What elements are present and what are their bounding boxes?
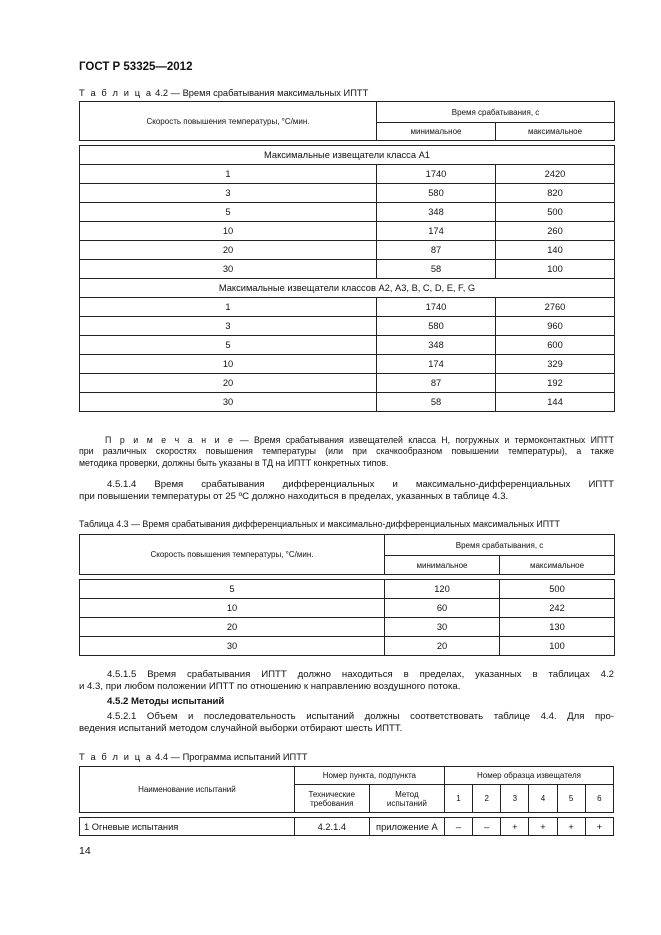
column-header-max: максимальное: [496, 123, 615, 141]
column-header-tech: [294, 785, 369, 813]
sample-number: 4: [529, 785, 557, 813]
header-line: требования: [310, 798, 354, 808]
table-cell: 5: [80, 203, 377, 222]
method-clause: приложение А: [369, 818, 444, 836]
column-header-max: максимальное: [500, 556, 615, 575]
table-cell: 130: [500, 618, 615, 637]
group-title: Максимальные извещатели классов А2, А3, В, С, D, E, F, G: [80, 279, 615, 298]
sample-mark: –: [473, 818, 501, 836]
table-cell: 3: [80, 184, 377, 203]
table-cell: 1: [80, 165, 377, 184]
tech-clause: 4.2.1.4: [294, 818, 369, 836]
table-note: [79, 435, 614, 469]
paragraph-text: 4.5.1.5 Время срабатывания ИПТТ должно находиться в пределах, указанных в таблицах 4.2: [107, 669, 614, 680]
sample-number: 6: [585, 785, 613, 813]
table-cell: 192: [496, 374, 615, 393]
table-cell: 329: [496, 355, 615, 374]
table-4-3: [79, 534, 615, 656]
table-cell: 120: [385, 580, 500, 599]
column-header-min: минимальное: [385, 556, 500, 575]
table-cell: 10: [80, 222, 377, 241]
table-cell: 20: [80, 374, 377, 393]
table-cell: 600: [496, 336, 615, 355]
table-cell: 1740: [377, 165, 496, 184]
sample-mark: +: [529, 818, 557, 836]
sample-number: 1: [444, 785, 472, 813]
table-cell: 20: [80, 618, 385, 637]
table-caption-text: 4.4 — Программа испытаний ИПТТ: [152, 752, 308, 762]
table-cell: 30: [385, 618, 500, 637]
table-cell: 60: [385, 599, 500, 618]
sample-mark: +: [557, 818, 585, 836]
table-4-4: [79, 766, 614, 836]
table-cell: 2420: [496, 165, 615, 184]
test-name: 1 Огневые испытания: [80, 818, 295, 836]
table-cell: 87: [377, 241, 496, 260]
table-cell: 348: [377, 203, 496, 222]
table-cell: 20: [80, 241, 377, 260]
column-header-time: Время срабатывания, с: [377, 102, 615, 123]
column-header-time: Время срабатывания, с: [385, 535, 615, 556]
page-header: ГОСТ Р 53325—2012: [79, 61, 193, 73]
table-cell: 174: [377, 222, 496, 241]
paragraph-text: при повышении температуры от 25 ºС должно находиться в пределах, указанных в таблице 4.3.: [79, 491, 509, 503]
table-cell: 140: [496, 241, 615, 260]
column-header-samples: Номер образца извещателя: [444, 767, 613, 785]
page-number: 14: [79, 845, 91, 857]
note-text: методика проверки, должны быть указаны в ТД на ИПТТ конкретных типов.: [79, 457, 389, 468]
sample-mark: –: [444, 818, 472, 836]
group-title: Максимальные извещатели класса А1: [80, 146, 615, 165]
table-cell: 3: [80, 317, 377, 336]
table-caption-prefix: Т а б л и ц а: [79, 752, 153, 762]
column-header-min: минимальное: [377, 123, 496, 141]
column-header-rate: Скорость повышения температуры, °С/мин.: [80, 102, 377, 141]
table-cell: 960: [496, 317, 615, 336]
paragraph-4-5-1-4: [79, 479, 614, 504]
paragraph-text: и 4.3, при любом положении ИПТТ по отношению к направлению воздушного потока.: [79, 681, 461, 693]
sample-number: 5: [557, 785, 585, 813]
table-cell: 58: [377, 393, 496, 412]
table-cell: 500: [500, 580, 615, 599]
table-cell: 580: [377, 317, 496, 336]
table-cell: 1740: [377, 298, 496, 317]
table-cell: 5: [80, 580, 385, 599]
table-cell: 500: [496, 203, 615, 222]
note-text: при различных скоростях повышения температуры (или при скачкообразном повышении температуры), а также: [79, 446, 614, 457]
table-cell: 348: [377, 336, 496, 355]
table-4-2-caption: [79, 88, 368, 98]
paragraph-text: ведения испытаний методом случайной выборки отбирают шесть ИПТТ.: [79, 723, 403, 735]
table-4-3-caption: Таблица 4.3 — Время срабатывания дифференциальных и максимально-дифференциальных максимальных ИПТТ: [79, 519, 560, 529]
table-caption-text: 4.2 — Время срабатывания максимальных ИПТТ: [152, 88, 369, 98]
table-cell: 580: [377, 184, 496, 203]
table-4-2: [79, 101, 615, 412]
table-cell: 10: [80, 355, 377, 374]
table-cell: 2760: [496, 298, 615, 317]
table-cell: 5: [80, 336, 377, 355]
section-heading: 4.5.2 Методы испытаний: [107, 696, 225, 707]
table-cell: 1: [80, 298, 377, 317]
table-cell: 58: [377, 260, 496, 279]
table-cell: 20: [385, 637, 500, 656]
table-cell: 174: [377, 355, 496, 374]
table-cell: 10: [80, 599, 385, 618]
table-4-4-caption: [79, 752, 308, 762]
sample-number: 3: [501, 785, 529, 813]
column-header-method: [369, 785, 444, 813]
column-header-clause: Номер пункта, подпункта: [294, 767, 444, 785]
column-header-rate: Скорость повышения температуры, °С/мин.: [80, 535, 385, 575]
paragraph-text: 4.5.1.4 Время срабатывания дифференциальных и максимально-дифференциальных ИПТТ: [107, 479, 614, 490]
sample-mark: +: [501, 818, 529, 836]
table-cell: 100: [500, 637, 615, 656]
table-caption-prefix: Т а б л и ц а: [79, 88, 153, 98]
table-cell: 30: [80, 260, 377, 279]
table-cell: 260: [496, 222, 615, 241]
table-cell: 820: [496, 184, 615, 203]
note-label: П р и м е ч а н и е: [105, 435, 235, 445]
table-cell: 30: [80, 393, 377, 412]
header-line: Метод: [395, 789, 419, 799]
table-cell: 87: [377, 374, 496, 393]
table-cell: 30: [80, 637, 385, 656]
paragraph-4-5-1-5: [79, 669, 614, 694]
sample-mark: +: [585, 818, 613, 836]
note-text: — Время срабатывания извещателей класса Н, погружных и термоконтактных ИПТТ: [234, 435, 615, 445]
header-line: испытаний: [386, 798, 427, 808]
header-line: Технические: [308, 789, 356, 799]
sample-number: 2: [473, 785, 501, 813]
paragraph-text: 4.5.2.1 Объем и последовательность испытаний должны соответствовать таблице 4.4. Для про-: [107, 711, 614, 722]
table-cell: 242: [500, 599, 615, 618]
column-header-name: Наименование испытаний: [80, 767, 295, 813]
table-cell: 100: [496, 260, 615, 279]
table-cell: 144: [496, 393, 615, 412]
paragraph-4-5-2-1: [79, 711, 614, 736]
